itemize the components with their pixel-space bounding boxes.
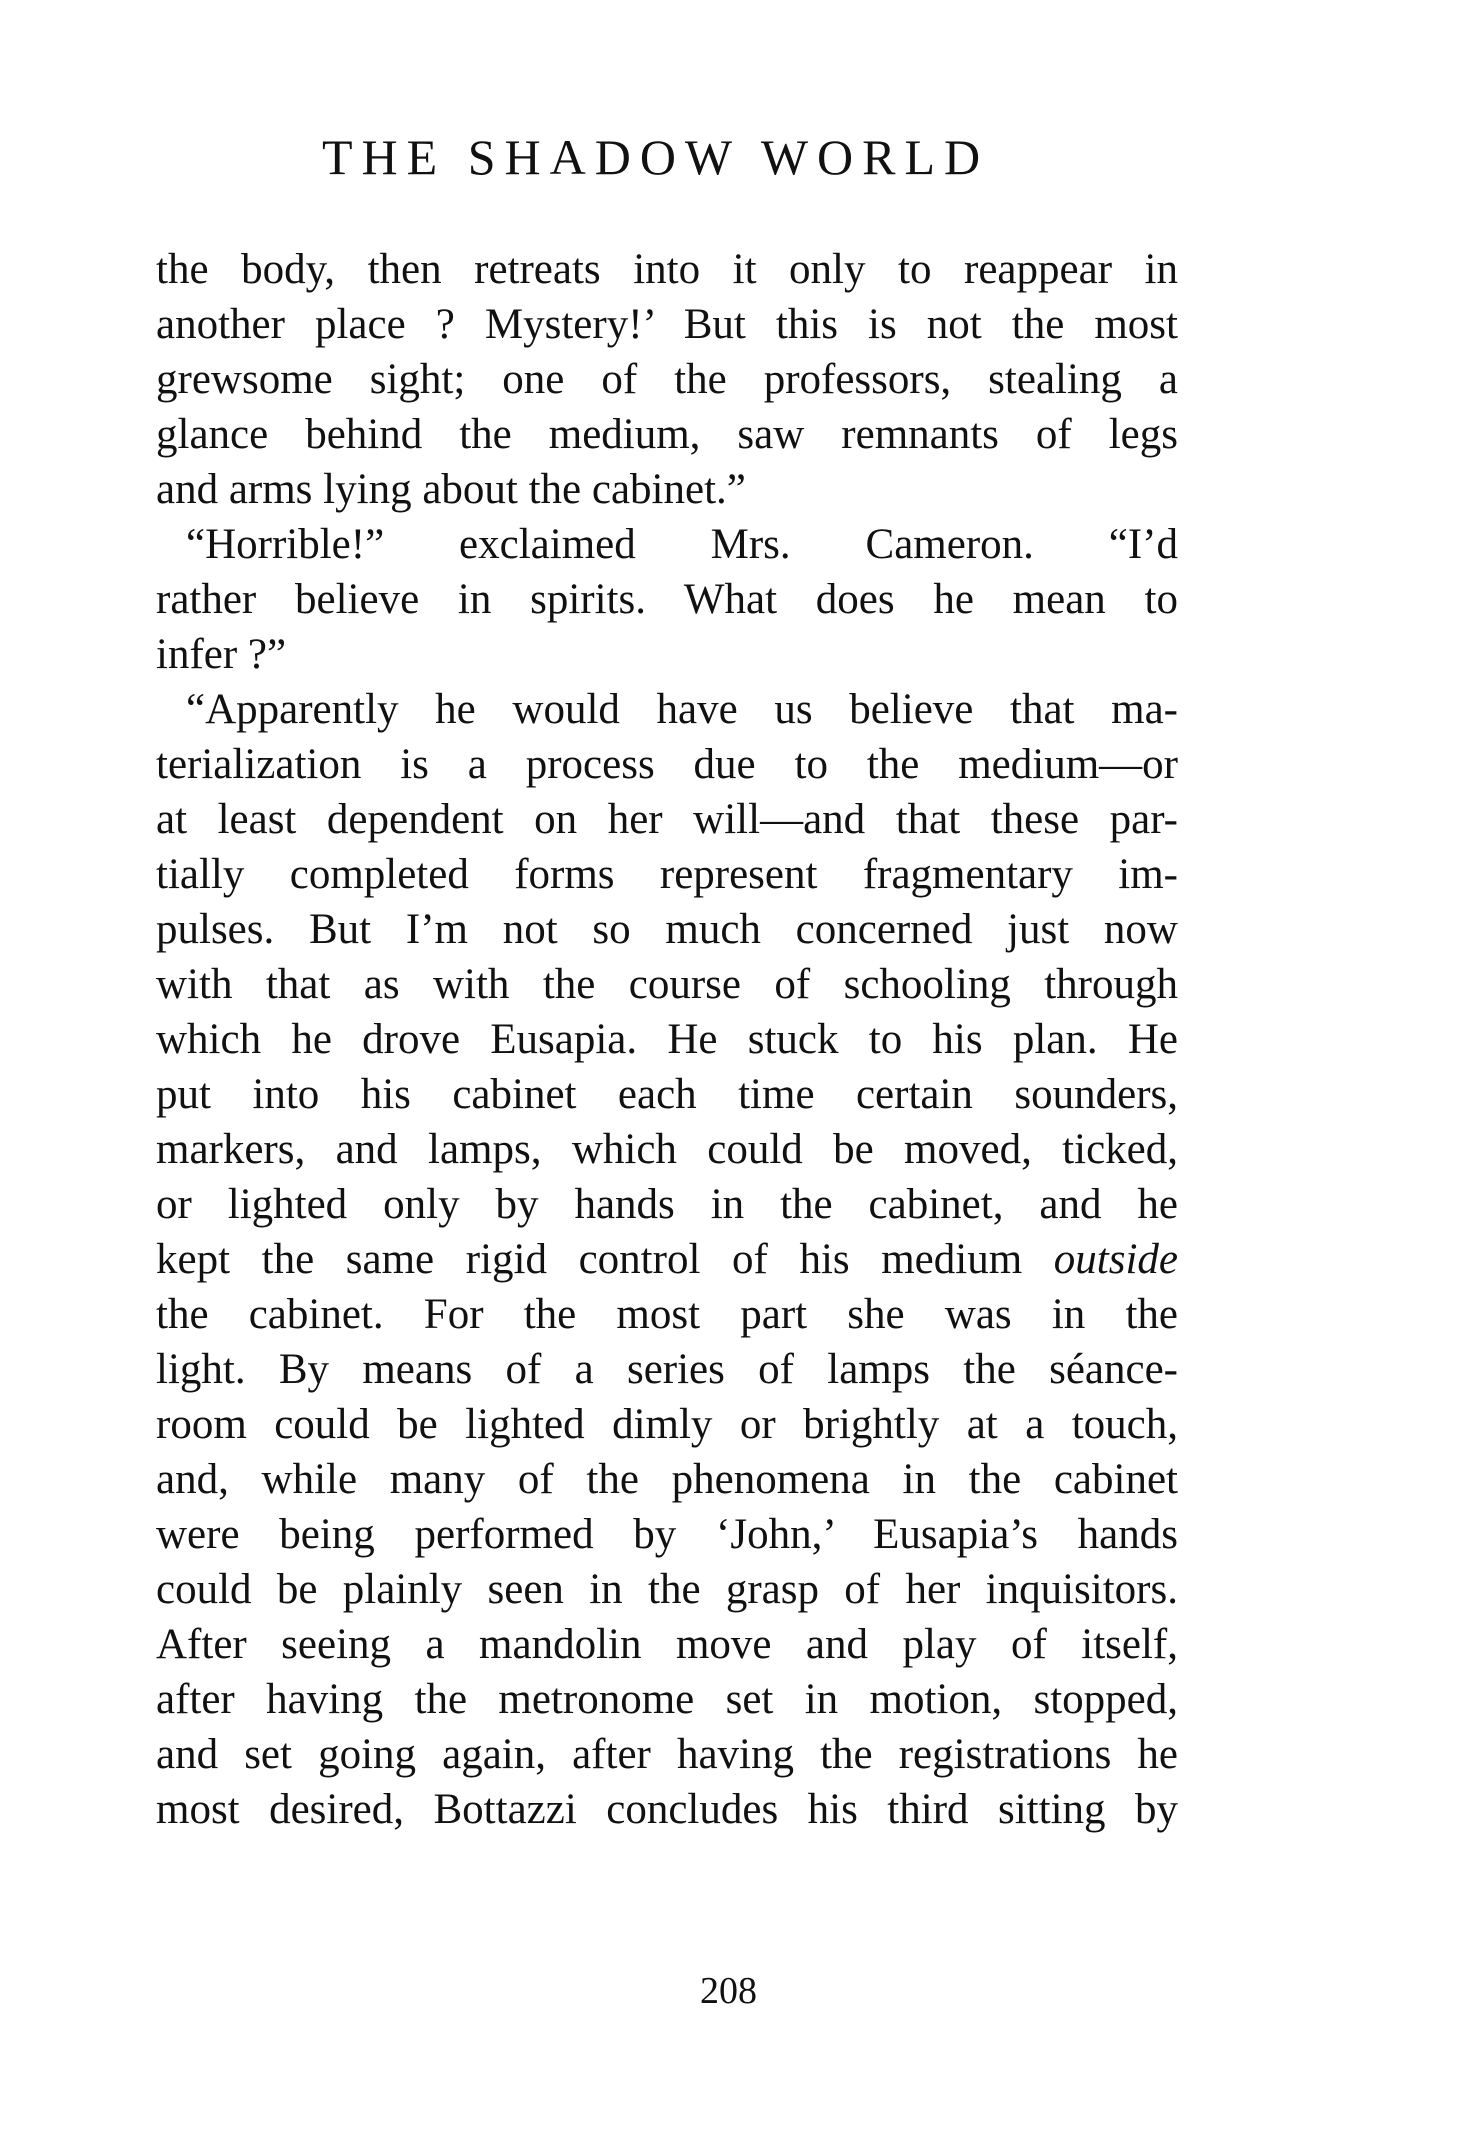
text-line: terialization is a process due to the medium—or	[156, 741, 1178, 788]
text-line: light. By means of a series of lamps the séance-	[156, 1346, 1178, 1393]
text-line: and set going again, after having the registrations he	[156, 1731, 1178, 1778]
text-line: put into his cabinet each time certain sounders,	[156, 1071, 1178, 1118]
text-line: pulses. But I’m not so much concerned just now	[156, 906, 1178, 953]
text-line: with that as with the course of schooling through	[156, 961, 1178, 1008]
text-line: after having the metronome set in motion, stopped,	[156, 1676, 1178, 1723]
running-head: THE SHADOW WORLD	[322, 129, 990, 185]
text-line: and, while many of the phenomena in the cabinet	[156, 1456, 1178, 1503]
text-line: grewsome sight; one of the professors, stealing a	[156, 356, 1178, 403]
body-text	[156, 242, 1178, 1837]
text-line: the cabinet. For the most part she was in the	[156, 1291, 1178, 1338]
text-line: most desired, Bottazzi concludes his third sitting by	[156, 1786, 1178, 1833]
text-line: markers, and lamps, which could be moved, ticked,	[156, 1126, 1178, 1173]
text-line: After seeing a mandolin move and play of itself,	[156, 1621, 1178, 1668]
text-line: room could be lighted dimly or brightly at a touch,	[156, 1401, 1178, 1448]
text-line: were being performed by ‘John,’ Eusapia’s hands	[156, 1511, 1178, 1558]
text-line: could be plainly seen in the grasp of her inquisitors.	[156, 1566, 1178, 1613]
text-line: “Horrible!” exclaimed Mrs. Cameron. “I’d	[186, 521, 1178, 568]
text-line: rather believe in spirits. What does he mean to	[156, 576, 1178, 623]
page-number: 208	[700, 1970, 757, 2012]
text-line: glance behind the medium, saw remnants of legs	[156, 411, 1178, 458]
text-line: which he drove Eusapia. He stuck to his plan. He	[156, 1016, 1178, 1063]
text-line: kept the same rigid control of his medium outside	[156, 1236, 1178, 1283]
text-line: another place ? Mystery!’ But this is not the most	[156, 301, 1178, 348]
text-line: and arms lying about the cabinet.”	[156, 466, 746, 513]
text-line: or lighted only by hands in the cabinet, and he	[156, 1181, 1178, 1228]
text-line: the body, then retreats into it only to reappear in	[156, 246, 1178, 293]
text-line: “Apparently he would have us believe that ma-	[186, 686, 1178, 733]
text-line: infer ?”	[156, 631, 287, 678]
text-line: tially completed forms represent fragmentary im-	[156, 851, 1178, 898]
text-line: at least dependent on her will—and that these par-	[156, 796, 1178, 843]
